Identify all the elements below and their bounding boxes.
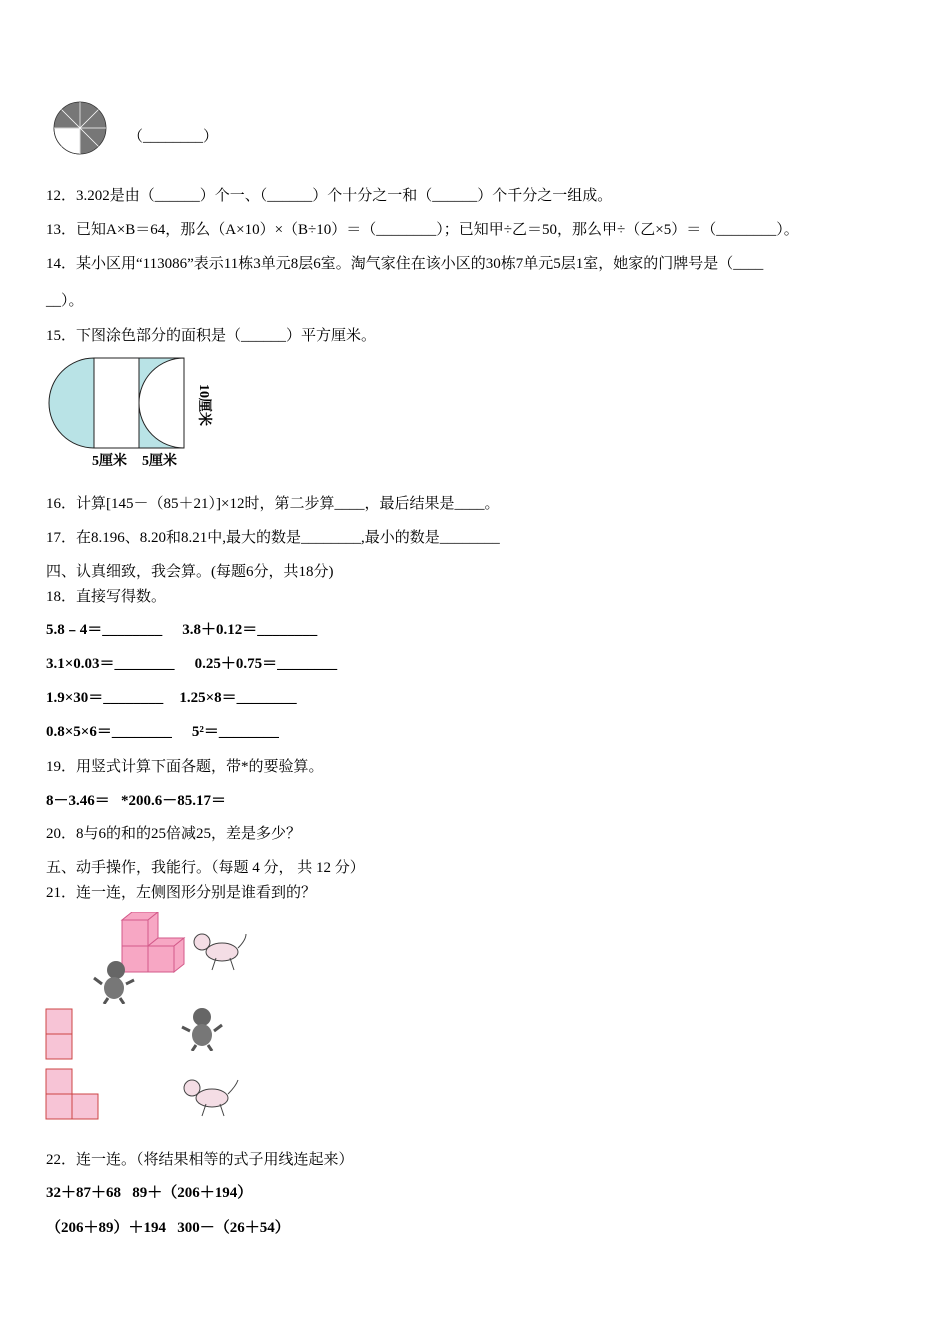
front-view-shape [45, 1008, 75, 1060]
question-13: 13．已知A×B＝64，那么（A×10）×（B÷10）＝（________）；已知甲÷乙＝50，那么甲÷（乙×5）＝（________）。 [46, 222, 799, 238]
question-22: 22．连一连。（将结果相等的式子用线连起来） [46, 1152, 354, 1168]
question-19: 19．用竖式计算下面各题，带*的要验算。 [46, 759, 324, 775]
q18-row-1 [46, 620, 317, 640]
pie-figure [52, 100, 110, 156]
q18-row-2 [46, 654, 337, 674]
q11-answer-blank: （________） [128, 129, 219, 145]
shaded-area-figure [46, 357, 216, 452]
section-4-heading: 四、认真细致，我会算。(每题6分，共18分) [46, 564, 334, 580]
q18-row-3 [46, 688, 297, 708]
question-21: 21．连一连，左侧图形分别是谁看到的？ [46, 885, 317, 901]
question-16: 16．计算[145－（85＋21）]×12时，第二步算____，最后结果是____。 [46, 496, 500, 512]
dog-icon [190, 928, 248, 972]
expr: 0.25＋0.75＝________ [194, 656, 338, 672]
question-14-line1: 14．某小区用“113086”表示11栋3单元8层6室。淘气家住在该小区的30栋7单元5层1室，她家的门牌号是（____ [46, 256, 764, 272]
q18-row-4 [46, 722, 279, 742]
monkey-icon [92, 958, 137, 1004]
question-18: 18．直接写得数。 [46, 589, 167, 605]
expr: 3.1×0.03＝________ [46, 656, 175, 672]
expr: 1.25×8＝________ [179, 690, 297, 706]
q19-expressions: 8－3.46＝ *200.6－85.17＝ [46, 793, 227, 809]
q22-row-2: （206＋89）＋194 300－（26＋54） [46, 1220, 290, 1236]
label-height: 10厘米 [196, 384, 211, 426]
q22-row-1: 32＋87＋68 89＋（206＋194） [46, 1185, 253, 1201]
label-width-1: 5厘米 [92, 454, 127, 469]
expr: 1.9×30＝________ [46, 690, 164, 706]
monkey-icon [180, 1005, 225, 1051]
question-14-line2: __）。 [46, 293, 84, 309]
question-12: 12．3.202是由（______）个一、（______）个十分之一和（______）个千分之一组成。 [46, 188, 613, 204]
expr: 0.8×5×6＝________ [46, 724, 172, 740]
question-15: 15．下图涂色部分的面积是（______）平方厘米。 [46, 328, 377, 344]
expr: 3.8＋0.12＝________ [182, 622, 318, 638]
side-view-shape [45, 1068, 101, 1120]
question-20: 20．8与6的和的25倍减25，差是多少？ [46, 826, 302, 842]
expr: 5²＝________ [191, 724, 279, 740]
dog-icon [180, 1074, 240, 1118]
label-width-2: 5厘米 [142, 454, 177, 469]
expr: 5.8﹣4＝________ [46, 622, 163, 638]
section-5-heading: 五、动手操作，我能行。（每题 4 分， 共 12 分） [46, 860, 365, 876]
question-17: 17．在8.196、8.20和8.21中,最大的数是________,最小的数是________ [46, 530, 500, 546]
